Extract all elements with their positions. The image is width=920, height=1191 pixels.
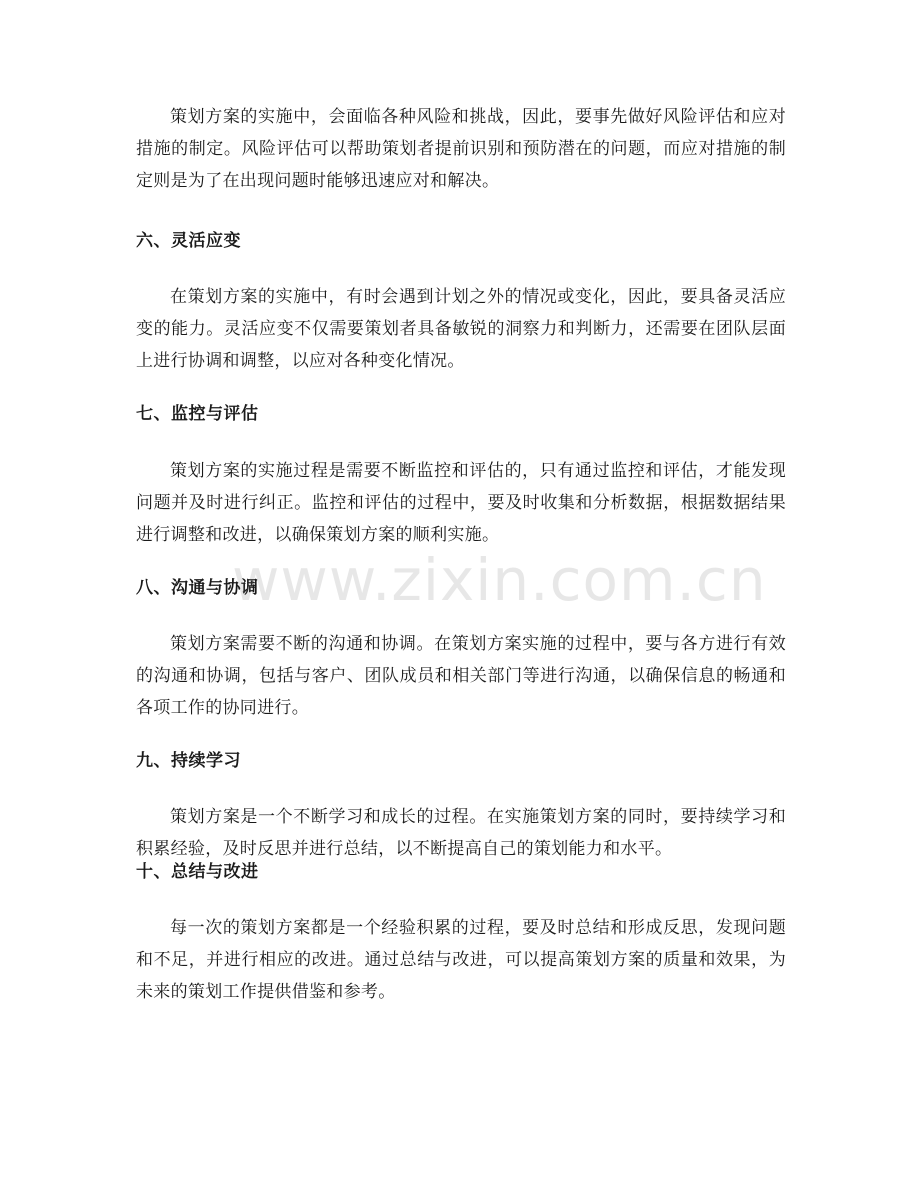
paragraph-communication-coordination: 策划方案需要不断的沟通和协调。在策划方案实施的过程中，要与各方进行有效的沟通和协调，包括与客户、团队成员和相关部门等进行沟通，以确保信息的畅通和各项工作的协同进行。 bbox=[136, 634, 786, 718]
heading-summary-improvement: 十、总结与改进 bbox=[136, 862, 259, 882]
watermark: www.zixin.com.cn bbox=[232, 546, 767, 614]
heading-flexible-response: 六、灵活应变 bbox=[136, 231, 241, 251]
paragraph-summary-improvement: 每一次的策划方案都是一个经验积累的过程，要及时总结和形成反思，发现问题和不足，并进行相应的改进。通过总结与改进，可以提高策划方案的质量和效果，为未来的策划工作提供借鉴和参考。 bbox=[136, 918, 786, 1002]
paragraph-continuous-learning: 策划方案是一个不断学习和成长的过程。在实施策划方案的同时，要持续学习和积累经验，及时反思并进行总结，以不断提高自己的策划能力和水平。 bbox=[136, 807, 786, 859]
paragraph-risk-assessment: 策划方案的实施中，会面临各种风险和挑战，因此，要事先做好风险评估和应对措施的制定。风险评估可以帮助策划者提前识别和预防潜在的问题，而应对措施的制定则是为了在出现问题时能够迅速应对和解决。 bbox=[136, 107, 786, 191]
heading-monitoring-evaluation: 七、监控与评估 bbox=[136, 404, 259, 424]
heading-continuous-learning: 九、持续学习 bbox=[136, 751, 241, 771]
paragraph-monitoring-evaluation: 策划方案的实施过程是需要不断监控和评估的，只有通过监控和评估，才能发现问题并及时进行纠正。监控和评估的过程中，要及时收集和分析数据，根据数据结果进行调整和改进，以确保策划方案的顺利实施。 bbox=[136, 461, 786, 545]
paragraph-flexible-response: 在策划方案的实施中，有时会遇到计划之外的情况或变化，因此，要具备灵活应变的能力。灵活应变不仅需要策划者具备敏锐的洞察力和判断力，还需要在团队层面上进行协调和调整，以应对各种变化情况。 bbox=[136, 287, 786, 371]
heading-communication-coordination: 八、沟通与协调 bbox=[136, 578, 259, 598]
